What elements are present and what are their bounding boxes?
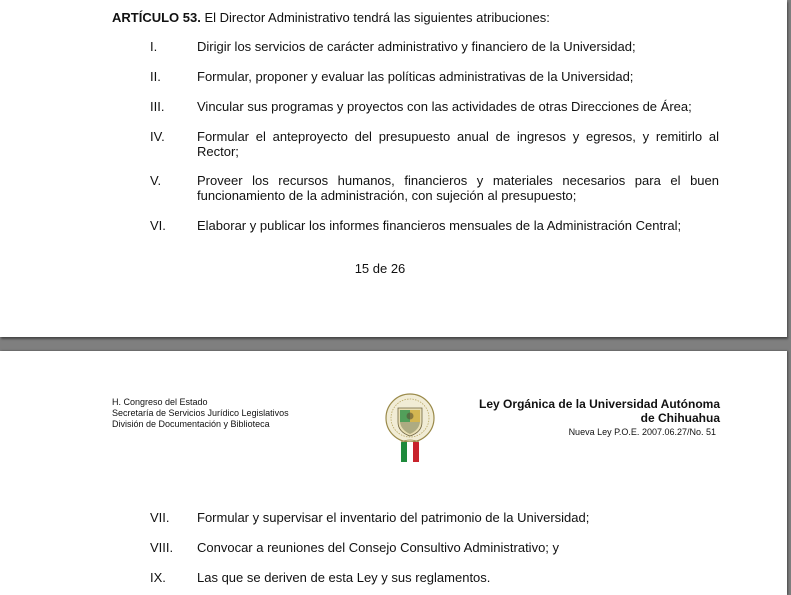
publication-reference: Nueva Ley P.O.E. 2007.06.27/No. 51 (568, 427, 716, 437)
item-numeral: VIII. (150, 540, 174, 555)
item-text: Formular, proponer y evaluar las políticas administrativas de la Universidad; (197, 69, 634, 84)
item-numeral: VII. (150, 510, 170, 525)
issuer-line: División de Documentación y Biblioteca (112, 419, 270, 429)
article-heading (112, 10, 550, 25)
item-text: Proveer los recursos humanos, financieros y materiales necesarios para el buen funcionamiento de la administración, con sujeción al presupuesto; (197, 173, 719, 203)
document-page-16 (0, 351, 787, 595)
item-numeral: VI. (150, 218, 166, 233)
issuer-line: Secretaría de Servicios Jurídico Legislativos (112, 408, 289, 418)
list-item (150, 570, 719, 585)
item-text: Formular y supervisar el inventario del patrimonio de la Universidad; (197, 510, 590, 525)
item-text: Convocar a reuniones del Consejo Consultivo Administrativo; y (197, 540, 560, 555)
article-label: ARTÍCULO 53. (112, 10, 201, 25)
list-item (150, 39, 719, 54)
item-text: Formular el anteproyecto del presupuesto anual de ingresos y egresos, y remitirlo al Rector; (197, 129, 719, 159)
item-text: Dirigir los servicios de carácter administrativo y financiero de la Universidad; (197, 39, 636, 54)
article-intro: El Director Administrativo tendrá las siguientes atribuciones: (204, 10, 550, 25)
law-title-cont: de Chihuahua (640, 411, 720, 425)
item-text: Las que se deriven de esta Ley y sus reglamentos. (197, 570, 491, 585)
page-number: 15 de 26 (354, 261, 406, 276)
issuer-block (112, 397, 289, 430)
list-item (150, 218, 719, 233)
item-numeral: V. (150, 173, 162, 188)
law-title: Ley Orgánica de la Universidad Autónoma (479, 397, 720, 411)
item-text: Vincular sus programas y proyectos con las actividades de otras Direcciones de Área; (197, 99, 692, 114)
item-numeral: IV. (150, 129, 165, 144)
item-text: Elaborar y publicar los informes financieros mensuales de la Administración Central; (197, 218, 682, 233)
list-item (150, 173, 719, 203)
list-item (150, 69, 719, 84)
list-item (150, 129, 719, 159)
list-item (150, 540, 719, 555)
law-header (479, 397, 720, 438)
item-numeral: II. (150, 69, 161, 84)
item-numeral: III. (150, 99, 165, 114)
congress-seal-icon (384, 392, 436, 464)
issuer-line: H. Congreso del Estado (112, 397, 208, 407)
list-item (150, 510, 719, 525)
item-numeral: IX. (150, 570, 166, 585)
item-numeral: I. (150, 39, 158, 54)
list-item (150, 99, 719, 114)
